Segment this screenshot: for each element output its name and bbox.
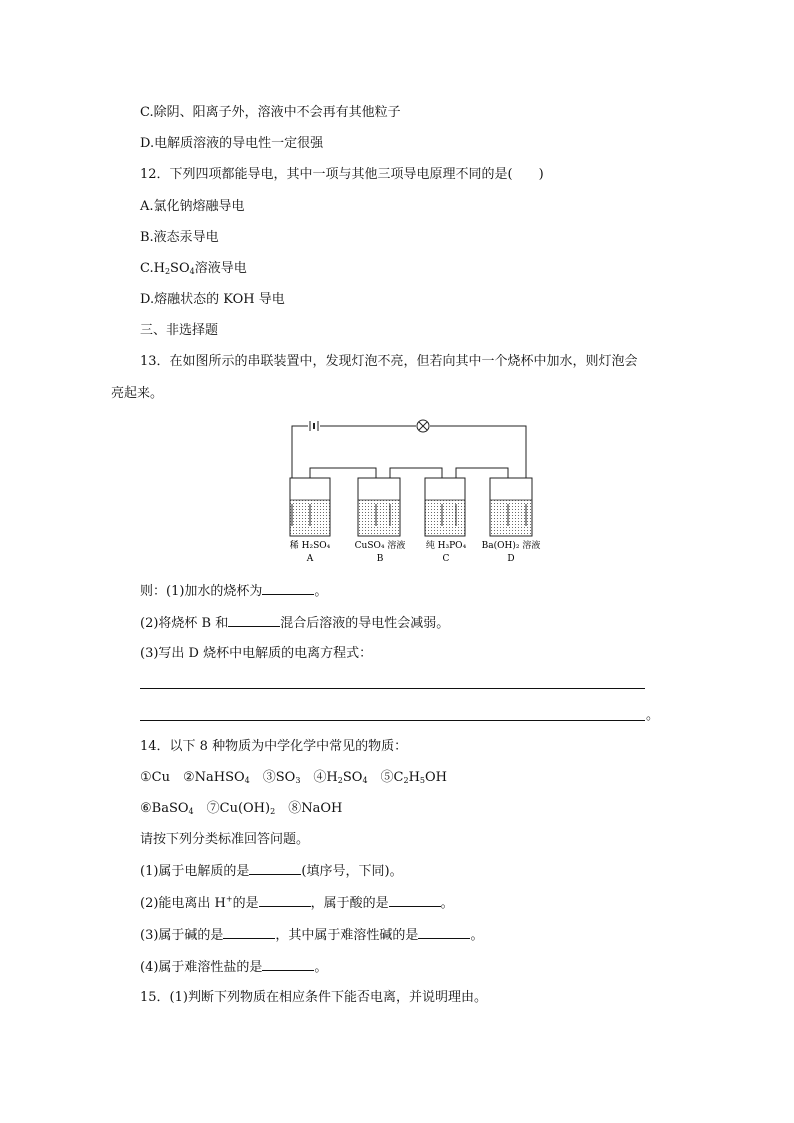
text: 。 — [314, 960, 328, 975]
answer-line-2[interactable] — [140, 720, 645, 721]
question-14-part1 — [140, 862, 403, 881]
beaker-c — [425, 478, 465, 536]
text: ③SO — [249, 770, 296, 785]
text: 。 — [470, 928, 484, 943]
beaker-d-letter: D — [507, 554, 515, 564]
text: C.H — [140, 261, 165, 276]
question-11-option-d: D.电解质溶液的导电性一定很强 — [140, 136, 324, 151]
subscript: 4 — [362, 776, 368, 785]
text: (填序号，下同)。 — [301, 864, 403, 879]
question-12-option-a: A.氯化钠熔融导电 — [140, 199, 245, 214]
question-13-part1 — [140, 582, 327, 601]
question-14-list-1 — [140, 769, 447, 787]
circuit-figure — [280, 418, 550, 568]
question-15-stem: 15．(1)判断下列物质在相应条件下能否电离，并说明理由。 — [140, 990, 487, 1005]
question-14-stem: 14．以下 8 种物质为中学化学中常见的物质： — [140, 739, 408, 754]
text: OH — [425, 770, 448, 785]
answer-blank[interactable] — [262, 958, 314, 971]
answer-blank[interactable] — [418, 926, 470, 939]
subscript: 2 — [270, 807, 276, 816]
text: SO — [342, 770, 363, 785]
answer-blank[interactable] — [389, 894, 441, 907]
beaker-b — [358, 478, 400, 536]
text: ④H — [300, 770, 338, 785]
beaker-b-label: CuSO₄ 溶液 — [354, 541, 406, 551]
question-13-part2 — [140, 614, 449, 633]
beaker-c-label: 纯 H₃PO₄ — [425, 541, 467, 551]
text: ①Cu ②NaHSO — [140, 770, 245, 785]
answer-blank[interactable] — [228, 614, 280, 627]
answer-blank[interactable] — [249, 862, 301, 875]
text: 混合后溶液的导电性会减弱。 — [280, 616, 450, 631]
beaker-d-label: Ba(OH)₂ 溶液 — [481, 541, 541, 551]
text: 的是 — [232, 896, 259, 911]
text: (3)属于碱的是 — [140, 928, 224, 943]
question-12-option-b: B.液态汞导电 — [140, 230, 219, 245]
beaker-b-letter: B — [376, 554, 384, 564]
text: ⑧NaOH — [275, 801, 343, 816]
question-12-stem: 12．下列四项都能导电，其中一项与其他三项导电原理不同的是( ) — [140, 167, 544, 182]
question-14-part2 — [140, 894, 454, 913]
subscript: 5 — [419, 776, 426, 785]
question-12-option-c — [140, 260, 247, 278]
question-13-stem-line2: 亮起来。 — [111, 386, 164, 401]
lamp-icon — [417, 420, 429, 432]
question-13-stem-line1: 13．在如图所示的串联装置中，发现灯泡不亮，但若向其中一个烧杯中加水，则灯泡会 — [140, 354, 638, 369]
text: (2)能电离出 H — [140, 896, 226, 911]
text: ⑥BaSO — [140, 801, 189, 816]
subscript: 2 — [337, 776, 343, 785]
question-12-option-d: D.熔融状态的 KOH 导电 — [140, 292, 285, 307]
beaker-c-letter: C — [442, 554, 450, 564]
answer-blank[interactable] — [223, 926, 275, 939]
text: (1)属于电解质的是 — [140, 864, 250, 879]
text: ⑤C — [367, 770, 404, 785]
question-14-part3 — [140, 926, 483, 945]
subscript: 2 — [403, 776, 409, 785]
superscript: + — [225, 894, 233, 904]
question-13-part3: (3)写出 D 烧杯中电解质的电离方程式： — [140, 646, 373, 661]
answer-end-mark: 。 — [646, 708, 660, 723]
text: 。 — [440, 896, 454, 911]
subscript: 4 — [244, 776, 250, 785]
text: ，其中属于难溶性碱的是 — [275, 928, 419, 943]
text: ⑦Cu(OH) — [193, 801, 271, 816]
answer-line-1[interactable] — [140, 688, 645, 689]
subscript: 2 — [164, 267, 171, 276]
subscript: 4 — [189, 267, 195, 276]
subscript: 4 — [188, 807, 194, 816]
text: 溶液导电 — [194, 261, 247, 276]
battery-icon — [310, 421, 318, 431]
question-14-list-2 — [140, 800, 342, 818]
question-14-part4 — [140, 958, 327, 977]
answer-blank[interactable] — [259, 894, 311, 907]
section-heading: 三、非选择题 — [140, 323, 219, 338]
question-14-instruction: 请按下列分类标准回答问题。 — [140, 832, 310, 847]
text: (4)属于难溶性盐的是 — [140, 960, 263, 975]
beaker-a-label: 稀 H₂SO₄ — [289, 541, 331, 551]
answer-blank[interactable] — [262, 582, 314, 595]
text: 则：(1)加水的烧杯为 — [140, 584, 263, 599]
subscript: 3 — [295, 776, 301, 785]
beaker-a-letter: A — [306, 554, 314, 564]
text: ，属于酸的是 — [310, 896, 389, 911]
text: H — [408, 770, 420, 785]
text: SO — [170, 261, 190, 276]
text: 。 — [314, 584, 328, 599]
text: (2)将烧杯 B 和 — [140, 616, 229, 631]
question-11-option-c: C.除阴、阳离子外，溶液中不会再有其他粒子 — [140, 105, 401, 120]
